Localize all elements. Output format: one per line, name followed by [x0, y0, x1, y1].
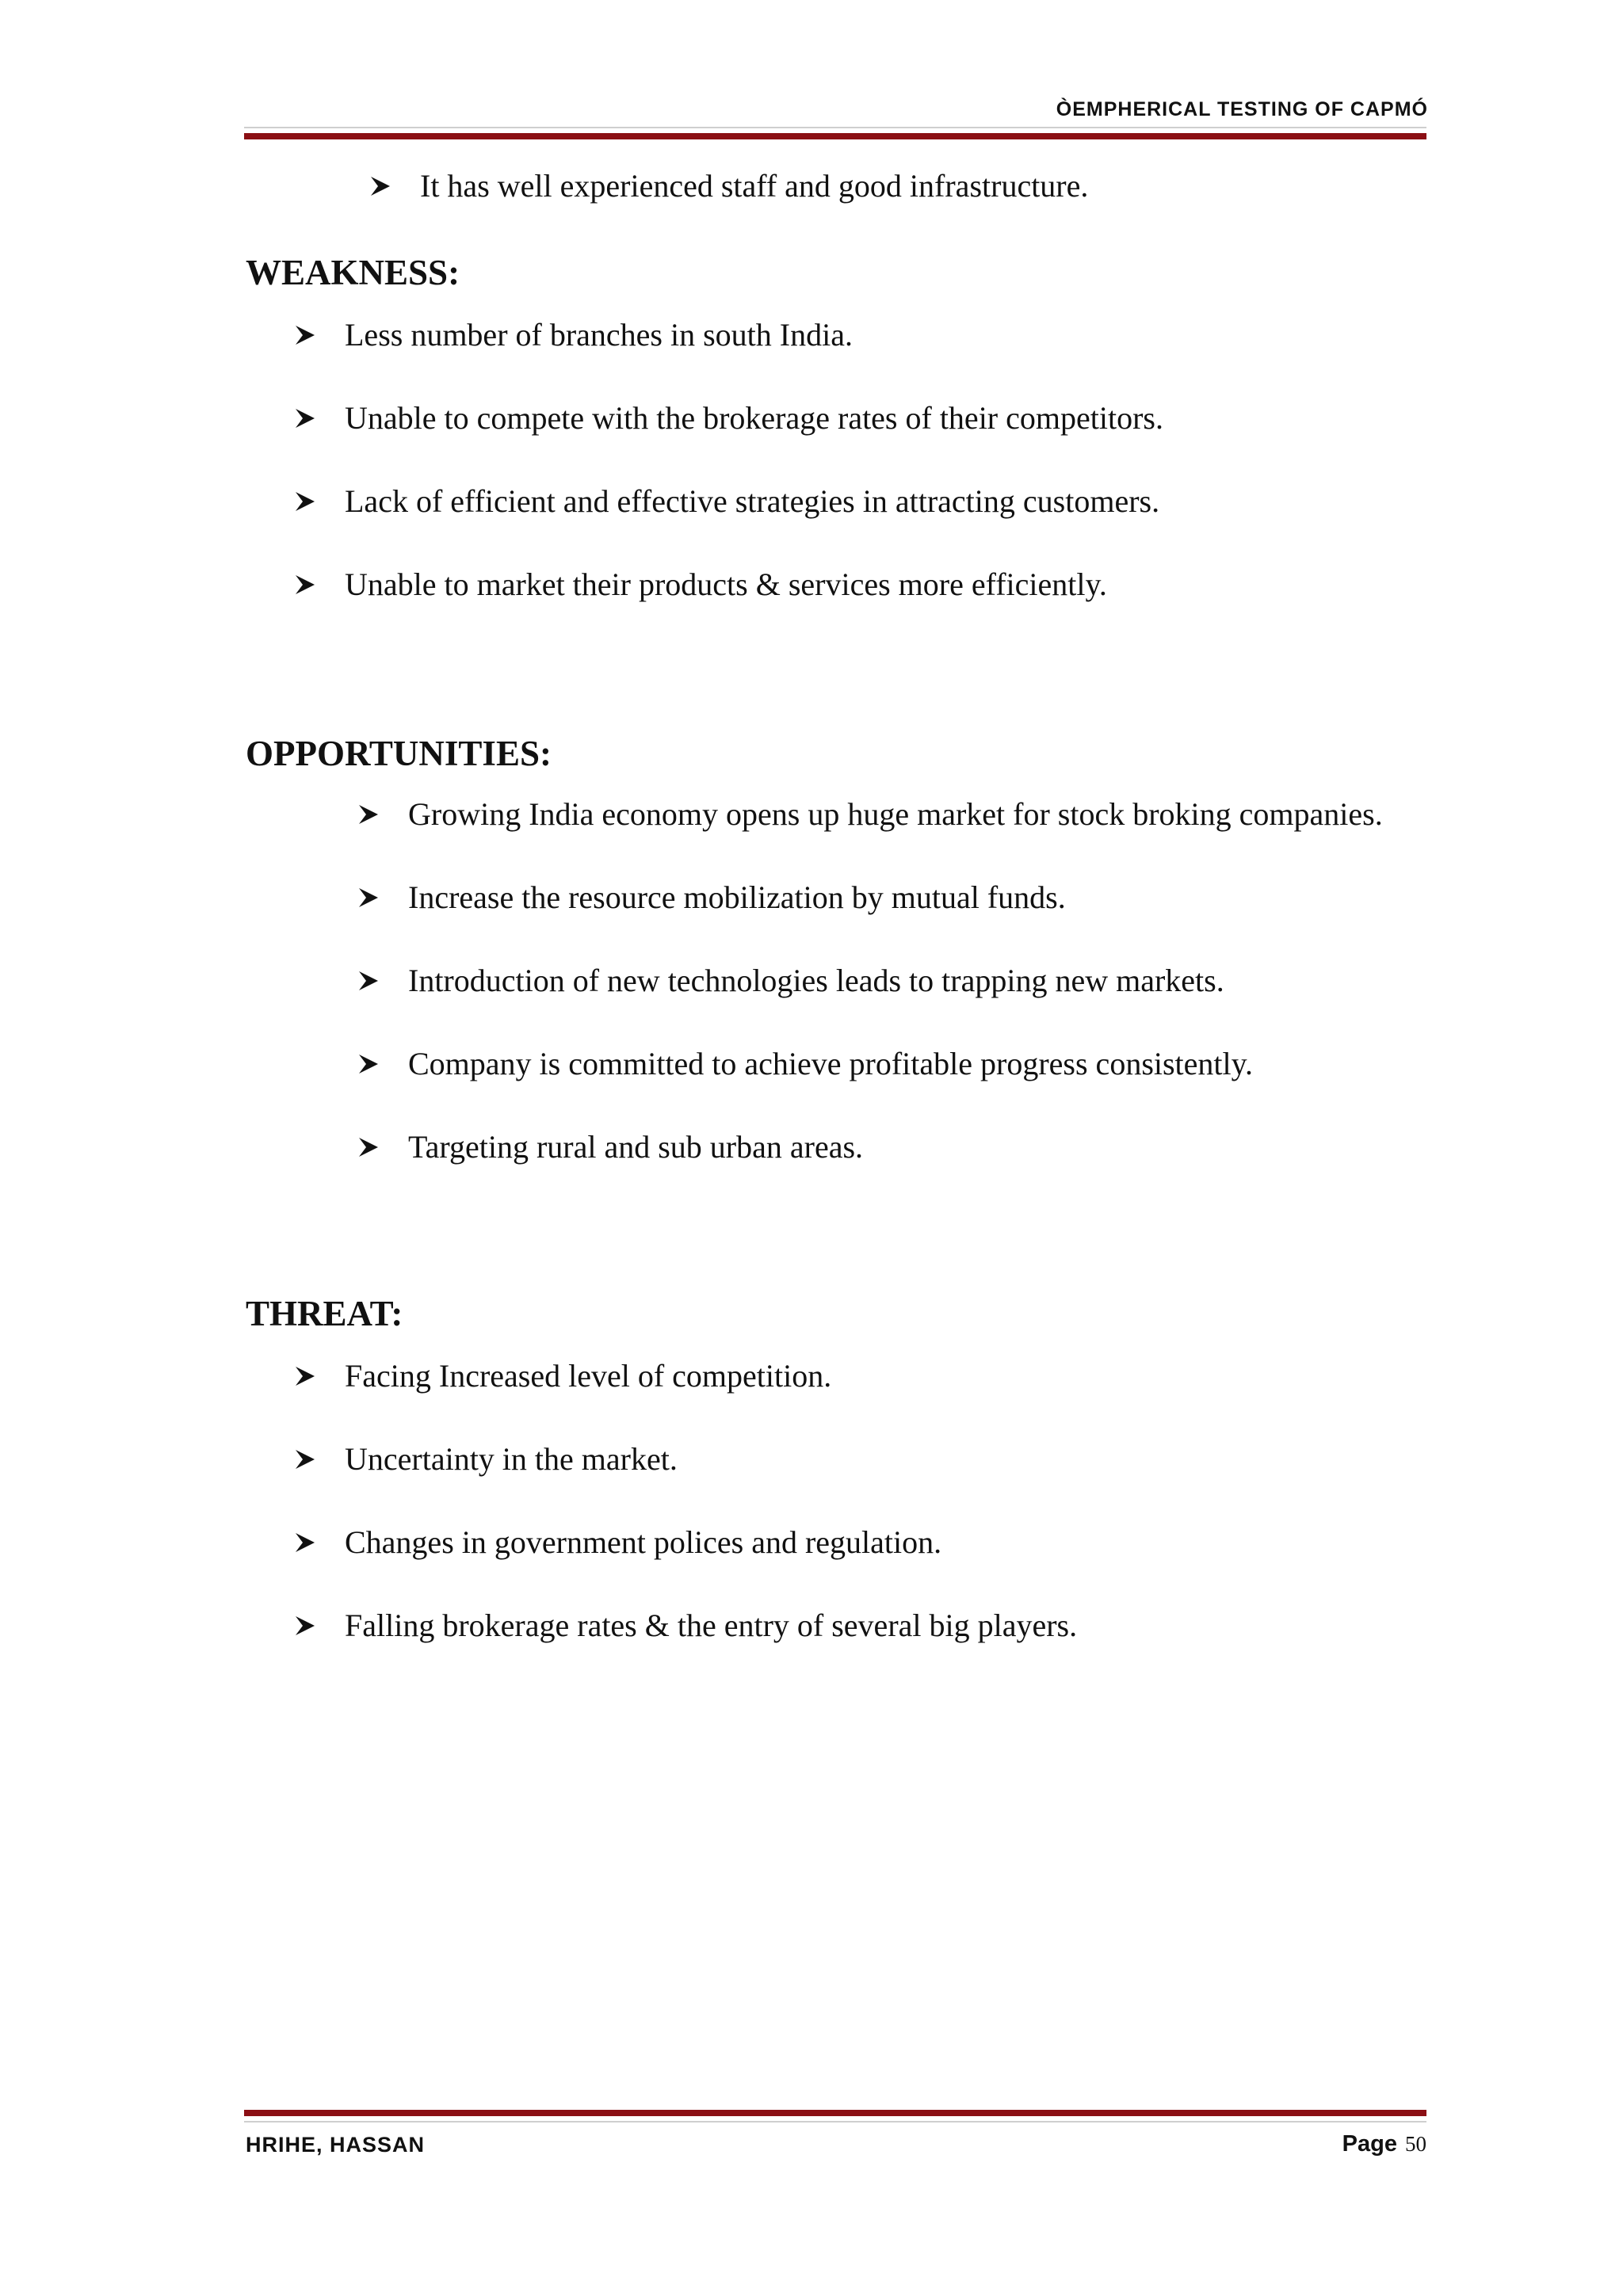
list-item-text: Company is committed to achieve profitable progress consistently. — [408, 1046, 1254, 1081]
page-number: 50 — [1405, 2132, 1426, 2156]
arrow-bullet-icon — [296, 574, 315, 595]
section-heading-threat: THREAT: — [246, 1294, 403, 1333]
list-item-text: Uncertainty in the market. — [345, 1441, 678, 1477]
arrow-bullet-icon — [359, 804, 378, 825]
header-rule-thin — [244, 127, 1426, 128]
running-header-title: ÒEMPHERICAL TESTING OF CAPMÓ — [1056, 98, 1428, 120]
arrow-bullet-icon — [296, 491, 315, 512]
list-item-text: Unable to compete with the brokerage rates of their competitors. — [345, 400, 1163, 436]
list-item-text: Facing Increased level of competition. — [345, 1358, 832, 1394]
list-item-text: Introduction of new technologies leads to trapping new markets. — [408, 963, 1224, 998]
list-item — [359, 962, 1224, 1000]
arrow-bullet-icon — [296, 1615, 315, 1636]
list-item — [371, 167, 1088, 205]
arrow-bullet-icon — [296, 325, 315, 345]
arrow-bullet-icon — [359, 971, 378, 991]
footer-page — [1342, 2131, 1426, 2157]
list-item — [359, 795, 1383, 833]
arrow-bullet-icon — [359, 1054, 378, 1074]
arrow-bullet-icon — [296, 1449, 315, 1470]
list-item-text: Unable to market their products & services more efficiently. — [345, 566, 1107, 602]
list-item — [296, 1524, 941, 1562]
footer-author: HRIHE, HASSAN — [246, 2133, 426, 2157]
arrow-bullet-icon — [296, 1366, 315, 1386]
list-item — [296, 482, 1159, 521]
arrow-bullet-icon — [359, 1137, 378, 1158]
arrow-bullet-icon — [296, 1532, 315, 1553]
list-item-text: Changes in government polices and regulation. — [345, 1524, 942, 1560]
list-item — [359, 879, 1066, 917]
page-label: Page — [1342, 2131, 1397, 2157]
list-item — [296, 1357, 831, 1395]
list-item-text: Less number of branches in south India. — [345, 317, 853, 353]
arrow-bullet-icon — [371, 176, 390, 196]
list-item — [296, 1440, 678, 1478]
list-item — [359, 1045, 1253, 1083]
header-rule — [244, 133, 1426, 139]
arrow-bullet-icon — [359, 887, 378, 908]
list-item — [359, 1128, 863, 1166]
list-item — [296, 316, 853, 354]
list-item — [296, 566, 1107, 604]
list-item-text: It has well experienced staff and good infrastructure. — [420, 168, 1089, 204]
arrow-bullet-icon — [296, 408, 315, 429]
list-item-text: Increase the resource mobilization by mutual funds. — [408, 879, 1066, 915]
footer-rule-thin — [244, 2121, 1426, 2122]
section-heading-weakness: WEAKNESS: — [246, 253, 460, 292]
list-item-text: Lack of efficient and effective strategies in attracting customers. — [345, 483, 1160, 519]
list-item-text: Targeting rural and sub urban areas. — [408, 1129, 864, 1165]
footer-rule — [244, 2110, 1426, 2116]
list-item-text: Growing India economy opens up huge market for stock broking companies. — [408, 796, 1383, 832]
list-item-text: Falling brokerage rates & the entry of several big players. — [345, 1608, 1078, 1643]
list-item — [296, 399, 1163, 437]
section-heading-opportunities: OPPORTUNITIES: — [246, 734, 552, 773]
list-item — [296, 1607, 1077, 1645]
